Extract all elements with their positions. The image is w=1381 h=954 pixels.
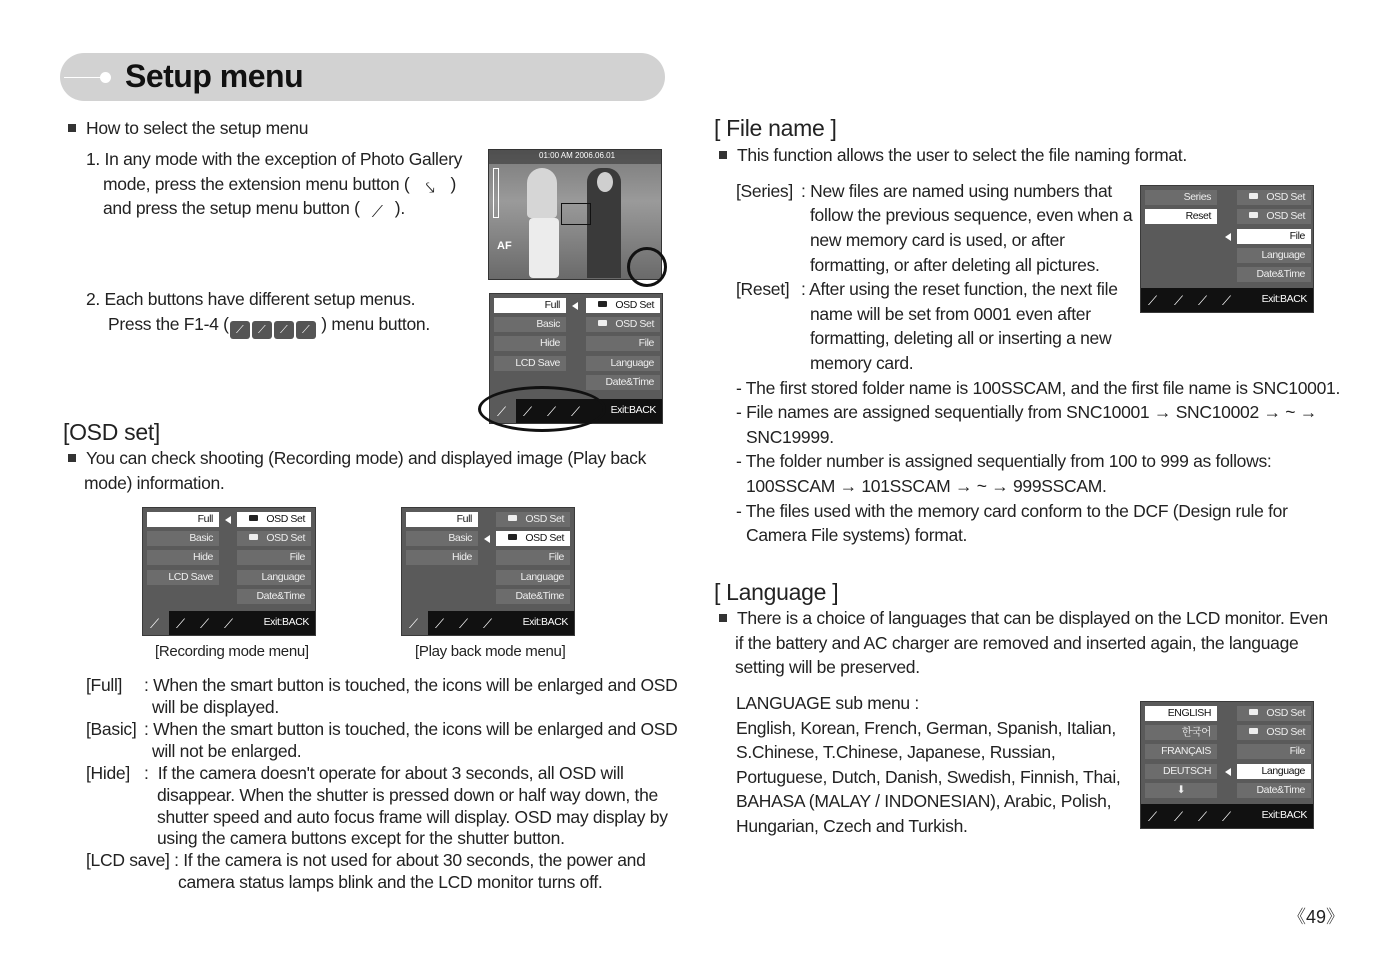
setup-wrench-icon: ⟋: [371, 204, 383, 221]
file-name-menu: [1140, 185, 1314, 313]
menu-item-osd-play[interactable]: OSD Set: [586, 317, 660, 332]
f2-icon: ⟋: [252, 321, 272, 339]
select-arrow-icon: [225, 516, 231, 524]
camera-icon: [1249, 193, 1258, 199]
lang-desc-line1: There is a choice of languages that can be displayed on the LCD monitor. Even: [719, 606, 1328, 631]
file-item-osd-rec[interactable]: OSD Set: [1237, 190, 1311, 205]
lang-sub-line3: S.Chinese, T.Chinese, Japanese, Russian,: [736, 742, 1056, 762]
rec-item-osd-rec[interactable]: OSD Set: [237, 512, 311, 527]
lang-sub-line1: LANGUAGE sub menu :: [736, 693, 919, 713]
f2-tab-icon[interactable]: ⟋: [435, 616, 445, 631]
reset-term: [Reset]: [736, 279, 790, 299]
bullet-icon: [68, 454, 76, 462]
lang-item-language[interactable]: Language: [1237, 764, 1311, 779]
rec-item-basic[interactable]: Basic: [147, 531, 219, 546]
select-arrow-icon: [1225, 768, 1231, 776]
camera-icon: [598, 301, 607, 307]
def-full-line2: will be displayed.: [152, 697, 279, 717]
step2-line2: Press the F1-4 ( ⟋ ⟋ ⟋ ⟋ ) menu button.: [108, 312, 430, 339]
rec-item-full[interactable]: Full: [147, 512, 219, 527]
lcd-preview-image: [488, 149, 662, 280]
play-item-hide[interactable]: Hide: [406, 550, 478, 565]
rec-item-language[interactable]: Language: [237, 570, 311, 585]
lang-item-korean[interactable]: 한국어: [1145, 725, 1217, 740]
rec-item-file[interactable]: File: [237, 550, 311, 565]
select-arrow-icon: [484, 535, 490, 543]
step1-line1: 1. In any mode with the exception of Photo Gallery: [86, 149, 463, 169]
lang-desc-line2: if the battery and AC charger are removed and inserted again, the language: [735, 633, 1299, 653]
def-full-term: [Full]: [86, 675, 123, 695]
f1-icon: ⟋: [230, 321, 250, 339]
osd-desc-line1: You can check shooting (Recording mode) and displayed image (Play back: [68, 446, 646, 471]
menu-item-osd-rec[interactable]: OSD Set: [586, 298, 660, 313]
title-line: [64, 77, 104, 78]
note-3b: 100SSCAM → 101SSCAM → ~ → 999SSCAM.: [746, 476, 1107, 496]
exit-back-label: Exit:BACK: [1261, 293, 1307, 305]
menu-bottom-bar: [1141, 288, 1313, 312]
play-item-datetime[interactable]: Date&Time: [496, 589, 570, 604]
note-2b: SNC19999.: [746, 427, 834, 447]
series-line4: formatting, or after deleting all pictures.: [810, 255, 1100, 275]
menu-item-language[interactable]: Language: [586, 356, 660, 371]
def-full-line1: : When the smart button is touched, the icons will be enlarged and OSD: [144, 675, 678, 695]
f3-tab-icon[interactable]: ⟋: [200, 616, 210, 631]
def-hide-term: [Hide]: [86, 763, 130, 783]
exit-back-label: Exit:BACK: [263, 616, 309, 628]
note-4: - The files used with the memory card conform to the DCF (Design rule for: [736, 501, 1288, 521]
lang-item-osd-rec[interactable]: OSD Set: [1237, 706, 1311, 721]
lang-item-datetime[interactable]: Date&Time: [1237, 783, 1311, 798]
camera-icon: [249, 515, 258, 521]
lang-sub-line6: Hungarian, Czech and Turkish.: [736, 816, 968, 836]
lang-sub-line2: English, Korean, French, German, Spanish, Italian,: [736, 718, 1116, 738]
f1-tab-icon[interactable]: ⟋: [1148, 293, 1158, 308]
f1-tab-icon[interactable]: ⟋: [409, 616, 419, 631]
play-item-osd-play[interactable]: OSD Set: [496, 531, 570, 546]
f4-icon: ⟋: [296, 321, 316, 339]
exit-back-label: Exit:BACK: [610, 404, 656, 416]
file-name-desc: This function allows the user to select the file naming format.: [719, 143, 1187, 168]
f2-tab-icon[interactable]: ⟋: [1174, 809, 1184, 824]
file-item-series[interactable]: Series: [1145, 190, 1217, 205]
f2-tab-icon[interactable]: ⟋: [1174, 293, 1184, 308]
f4-tab-icon[interactable]: ⟋: [1222, 809, 1232, 824]
f1-tab-icon[interactable]: ⟋: [497, 404, 507, 419]
play-icon: [1249, 212, 1258, 218]
lang-sub-line4: Portuguese, Dutch, Danish, Swedish, Finnish, Thai,: [736, 767, 1121, 787]
f3-tab-icon[interactable]: ⟋: [459, 616, 469, 631]
af-frame: [561, 203, 591, 225]
how-to-heading: How to select the setup menu: [68, 116, 308, 141]
exit-back-label: Exit:BACK: [1261, 809, 1307, 821]
lcd-status-text: 01:00 AM 2006.06.01: [539, 151, 616, 160]
series-line2: follow the previous sequence, even when a: [810, 205, 1133, 225]
lang-item-osd-play[interactable]: OSD Set: [1237, 725, 1311, 740]
rec-item-lcd-save[interactable]: LCD Save: [147, 570, 219, 585]
file-name-heading: [ File name ]: [714, 115, 837, 141]
play-icon: [249, 534, 258, 540]
note-4b: Camera File systems) format.: [746, 525, 968, 545]
menu-item-file[interactable]: File: [586, 336, 660, 351]
page-number: 《49》: [1288, 907, 1345, 927]
note-1: - The first stored folder name is 100SSCAM, and the first file name is SNC10001.: [736, 378, 1341, 398]
menu-item-basic[interactable]: Basic: [494, 317, 566, 332]
page-title: Setup menu: [125, 58, 304, 94]
lang-desc-line3: setting will be preserved.: [735, 657, 920, 677]
f1-tab-icon[interactable]: ⟋: [1148, 809, 1158, 824]
f4-tab-icon[interactable]: ⟋: [571, 404, 581, 419]
play-icon: [1249, 728, 1258, 734]
step1-line2: mode, press the extension menu button ( ⤥ ): [103, 174, 457, 197]
groom-face: [597, 172, 613, 192]
language-menu: [1140, 701, 1314, 829]
bullet-icon: [719, 614, 727, 622]
caption-playback: [Play back mode menu]: [415, 643, 566, 660]
file-item-language[interactable]: Language: [1237, 248, 1311, 263]
language-heading: [ Language ]: [714, 579, 839, 605]
bride-dress: [529, 218, 559, 278]
bullet-icon: [719, 151, 727, 159]
reset-line1: : After using the reset function, the next file: [801, 279, 1118, 299]
f1-tab-icon[interactable]: ⟋: [150, 616, 160, 631]
recording-mode-menu: [142, 507, 316, 636]
highlight-circle: [627, 247, 667, 287]
osd-desc-line2: mode) information.: [84, 473, 225, 493]
menu-item-full[interactable]: Full: [494, 298, 566, 313]
rec-item-osd-play[interactable]: OSD Set: [237, 531, 311, 546]
rec-item-datetime[interactable]: Date&Time: [237, 589, 311, 604]
select-arrow-icon: [572, 302, 578, 310]
play-item-language[interactable]: Language: [496, 570, 570, 585]
f4-tab-icon[interactable]: ⟋: [224, 616, 234, 631]
camera-icon: [1249, 709, 1258, 715]
scroll-down-icon[interactable]: ⬇: [1145, 783, 1217, 798]
play-icon: [508, 534, 517, 540]
def-lcd-line1: [LCD save] : If the camera is not used for about 30 seconds, the power and: [86, 850, 646, 870]
note-3: - The folder number is assigned sequentially from 100 to 999 as follows:: [736, 451, 1272, 471]
file-item-osd-play[interactable]: OSD Set: [1237, 209, 1311, 224]
def-hide-line2: disappear. When the shutter is pressed down or half way down, the: [157, 785, 658, 805]
lang-item-english[interactable]: ENGLISH: [1145, 706, 1217, 721]
camera-icon: [508, 515, 517, 521]
af-label: AF: [497, 240, 512, 252]
def-hide-line3: shutter speed and auto focus frame will display. OSD may display by: [157, 807, 668, 827]
bullet-icon: [68, 124, 76, 132]
lang-item-german[interactable]: DEUTSCH: [1145, 764, 1217, 779]
f3-tab-icon[interactable]: ⟋: [1198, 809, 1208, 824]
file-item-file[interactable]: File: [1237, 229, 1311, 244]
menu-item-lcd-save[interactable]: LCD Save: [494, 356, 566, 371]
caption-recording: [Recording mode menu]: [155, 643, 309, 660]
play-item-full[interactable]: Full: [406, 512, 478, 527]
play-item-osd-rec[interactable]: OSD Set: [496, 512, 570, 527]
extension-menu-icon: ⤥: [425, 180, 435, 197]
menu-bottom-bar: [1141, 804, 1313, 828]
lang-item-french[interactable]: FRANÇAIS: [1145, 744, 1217, 759]
reset-line3: formatting, deleting all or inserting a new: [810, 328, 1112, 348]
menu-item-datetime[interactable]: Date&Time: [586, 375, 660, 390]
playback-mode-menu: [401, 507, 575, 636]
select-arrow-icon: [1225, 233, 1231, 241]
lang-item-file[interactable]: File: [1237, 744, 1311, 759]
menu-bottom-bar: [143, 611, 315, 635]
def-hide-line4: using the camera buttons except for the shutter button.: [157, 828, 565, 848]
def-lcd-line2: camera status lamps blink and the LCD monitor turns off.: [178, 872, 603, 892]
exit-back-label: Exit:BACK: [522, 616, 568, 628]
step1-line3: and press the setup menu button ( ⟋ ).: [103, 198, 405, 221]
def-hide-line1: : If the camera doesn't operate for about 3 seconds, all OSD will: [144, 763, 624, 783]
zoom-bar: [493, 168, 499, 218]
f4-tab-icon[interactable]: ⟋: [1222, 293, 1232, 308]
play-item-file[interactable]: File: [496, 550, 570, 565]
def-basic-line1: : When the smart button is touched, the icons will be enlarged and OSD: [144, 719, 678, 739]
bride-figure: [527, 168, 557, 218]
f2-tab-icon[interactable]: ⟋: [176, 616, 186, 631]
highlight-ellipse: [478, 386, 606, 432]
reset-line2: name will be set from 0001 even after: [810, 304, 1091, 324]
reset-line4: memory card.: [810, 353, 914, 373]
def-basic-term: [Basic]: [86, 719, 137, 739]
menu-item-hide[interactable]: Hide: [494, 336, 566, 351]
osd-heading: [OSD set]: [63, 419, 160, 445]
step2-line1: 2. Each buttons have different setup menus.: [86, 289, 416, 309]
def-basic-line2: will not be enlarged.: [152, 741, 302, 761]
series-line3: new memory card is used, or after: [810, 230, 1065, 250]
f3-tab-icon[interactable]: ⟋: [1198, 293, 1208, 308]
f2-tab-icon[interactable]: ⟋: [523, 404, 533, 419]
file-item-datetime[interactable]: Date&Time: [1237, 267, 1311, 282]
note-2: - File names are assigned sequentially from SNC10001 → SNC10002 → ~ →: [736, 402, 1317, 422]
series-term: [Series]: [736, 181, 793, 201]
f4-tab-icon[interactable]: ⟋: [483, 616, 493, 631]
lang-sub-line5: BAHASA (MALAY / INDONESIAN), Arabic, Polish,: [736, 791, 1112, 811]
rec-item-hide[interactable]: Hide: [147, 550, 219, 565]
menu-bottom-bar: [402, 611, 574, 635]
play-icon: [598, 320, 607, 326]
file-item-reset[interactable]: Reset: [1145, 209, 1217, 224]
series-line1: : New files are named using numbers that: [801, 181, 1112, 201]
play-item-basic[interactable]: Basic: [406, 531, 478, 546]
f3-icon: ⟋: [274, 321, 294, 339]
f3-tab-icon[interactable]: ⟋: [547, 404, 557, 419]
title-dot: [100, 72, 111, 83]
